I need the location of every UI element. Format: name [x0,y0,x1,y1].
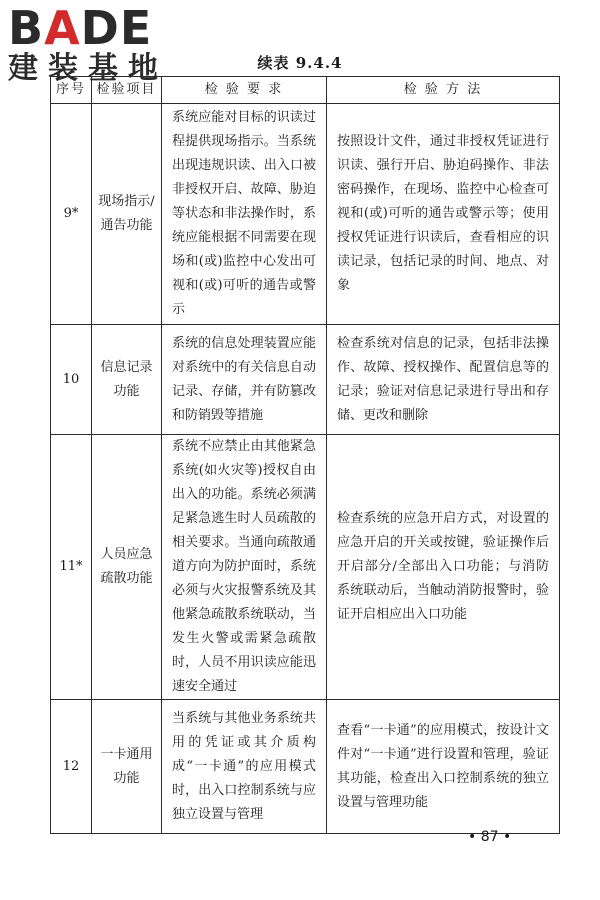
header-method: 检 验 方 法 [327,77,560,104]
header-no: 序号 [51,77,92,104]
table-row [51,104,560,325]
row-requirement: 系统应能对目标的识读过程提供现场指示。当系统出现违规识读、出入口被非授权开启、故障、胁迫等状态和非法操作时，系统应能根据不同需要在现场和(或)监控中心发出可视和(或)可听的通告或警示 [162,104,327,325]
row-number: 12 [51,700,92,834]
row-item: 信息记录功能 [92,325,162,435]
row-method: 检查系统的应急开启方式，对设置的应急开启的开关或按键，验证操作后开启部分/全部出入口功能；与消防系统联动后，当触动消防报警时，验证开启相应出入口功能 [327,435,560,700]
row-requirement: 当系统与其他业务系统共用的凭证或其介质构成“一卡通”的应用模式时，出入口控制系统与应独立设置与管理 [162,700,327,834]
row-number: 11* [51,435,92,700]
row-number: 9* [51,104,92,325]
table-header-row [51,77,560,104]
row-item: 一卡通用功能 [92,700,162,834]
row-method: 查看“一卡通”的应用模式，按设计文件对“一卡通”进行设置和管理，验证其功能，检查出入口控制系统的独立设置与管理功能 [327,700,560,834]
table-row [51,325,560,435]
table-row [51,435,560,700]
logo-subtitle: 建装基地 [8,51,168,86]
row-number: 10 [51,325,92,435]
table-caption: 续表 9.4.4 [257,54,343,72]
table-row [51,700,560,834]
inspection-table [50,76,560,834]
row-method: 按照设计文件，通过非授权凭证进行识读、强行开启、胁迫码操作、非法密码操作，在现场、监控中心检查可视和(或)可听的通告或警示等；使用授权凭证进行识读后，查看相应的识读记录，包括记录的时间、地点、对象 [327,104,560,325]
row-method: 检查系统对信息的记录，包括非法操作、故障、授权操作、配置信息等的记录；验证对信息记录进行导出和存储、更改和删除 [327,325,560,435]
page-number: • 87 • [468,829,512,845]
row-requirement: 系统的信息处理装置应能对系统中的有关信息自动记录、存储，并有防篡改和防销毁等措施 [162,325,327,435]
row-item: 现场指示/通告功能 [92,104,162,325]
row-item: 人员应急疏散功能 [92,435,162,700]
logo-wordmark: BADE [8,1,153,55]
row-requirement: 系统不应禁止由其他紧急系统(如火灾等)授权自由出入的功能。系统必须满足紧急逃生时人员疏散的相关要求。当通向疏散通道方向为防护面时，系统必须与火灾报警系统及其他紧急疏散系统联动，当发生火警或需紧急疏散时，人员不用识读应能迅速安全通过 [162,435,327,700]
header-item: 检验项目 [92,77,162,104]
header-requirement: 检 验 要 求 [162,77,327,104]
